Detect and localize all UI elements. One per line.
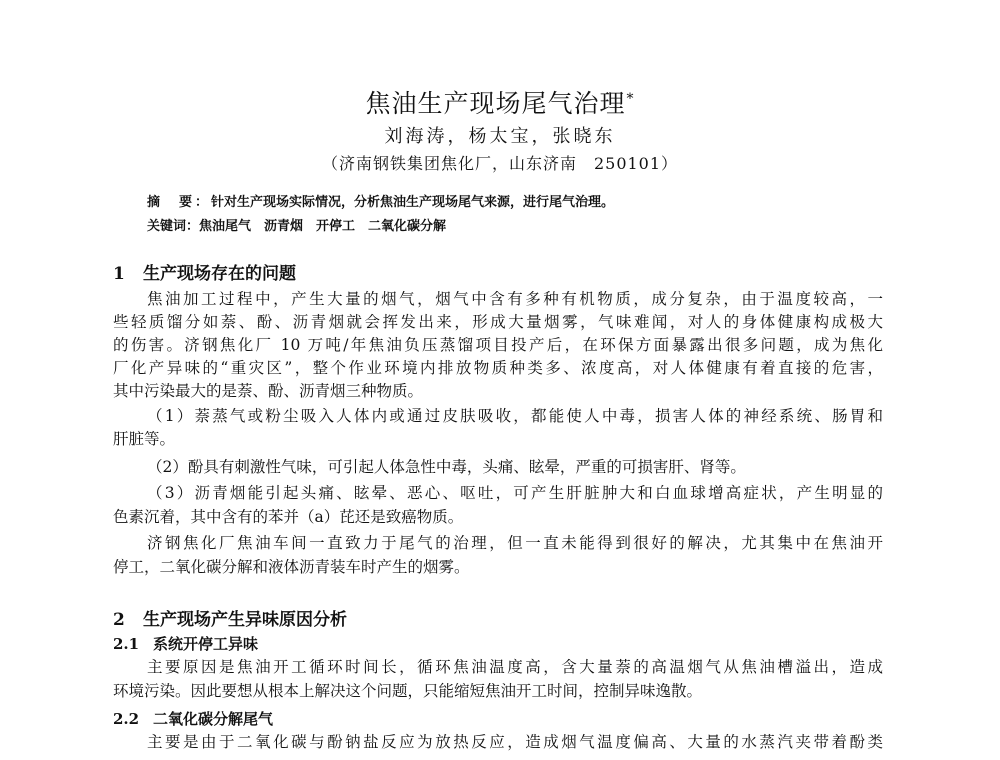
keywords — [147, 215, 867, 234]
abstract-label: 摘 要： — [147, 195, 212, 210]
list-item-1-cont: 肝脏等。 — [113, 430, 176, 448]
subsection-2-2-heading — [113, 708, 273, 729]
paragraph-line: 主要原因是焦油开工循环时间长，循环焦油温度高，含大量萘的高温烟气从焦油槽溢出，造成 — [147, 658, 883, 676]
paragraph-line: 厂化产异味的“重灾区”，整个作业环境内排放物质种类多、浓度高，对人体健康有着直接的危害， — [113, 359, 883, 377]
paragraph-line: 环境污染。因此要想从根本上解决这个问题，只能缩短焦油开工时间，控制异味逸散。 — [113, 682, 703, 700]
paragraph-line: 焦油加工过程中，产生大量的烟气，烟气中含有多种有机物质，成分复杂，由于温度较高，一 — [147, 290, 883, 308]
paragraph-line: 停工，二氧化碳分解和液体沥青装车时产生的烟雾。 — [113, 558, 470, 576]
section-title: 生产现场产生异味原因分析 — [143, 610, 347, 630]
paragraph-line: 些轻质馏分如萘、酚、沥青烟就会挥发出来，形成大量烟雾，气味难闻，对人的身体健康构成极大 — [113, 313, 883, 331]
subsection-number: 2.2 — [113, 710, 140, 728]
section-1-heading — [113, 259, 296, 284]
title-footnote-mark: * — [626, 90, 635, 107]
paragraph-line: 的伤害。济钢焦化厂 10 万吨/年焦油负压蒸馏项目投产后，在环保方面暴露出很多问题，成为焦化 — [113, 336, 883, 354]
paper-title: 焦油生产现场尾气治理* — [365, 89, 635, 118]
subsection-number: 2.1 — [113, 635, 140, 653]
list-item-1: （1）萘蒸气或粉尘吸入人体内或通过皮肤吸收，都能使人中毒，损害人体的神经系统、肠胃和 — [147, 407, 883, 425]
section-number: 2 — [113, 610, 125, 630]
section-title: 生产现场存在的问题 — [143, 264, 296, 284]
section-2-heading — [113, 605, 347, 630]
authors: 刘海涛，杨太宝，张晓东 — [384, 126, 616, 147]
abstract — [147, 191, 867, 210]
section-number: 1 — [113, 264, 125, 284]
list-item-2: （2）酚具有刺激性气味，可引起人体急性中毒，头痛、眩晕，严重的可损害肝、肾等。 — [147, 458, 746, 476]
keywords-text: 焦油尾气 沥青烟 开停工 二氧化碳分解 — [199, 219, 447, 234]
subsection-title: 二氧化碳分解尾气 — [153, 710, 274, 728]
paragraph-line: 主要是由于二氧化碳与酚钠盐反应为放热反应，造成烟气温度偏高、大量的水蒸汽夹带着酚类 — [147, 733, 883, 751]
subsection-2-1-heading — [113, 633, 258, 654]
list-item-3: （3）沥青烟能引起头痛、眩晕、恶心、呕吐，可产生肝脏肿大和白血球增高症状，产生明显的 — [147, 484, 883, 502]
list-item-3-cont: 色素沉着，其中含有的苯并（a）芘还是致癌物质。 — [113, 508, 464, 526]
paragraph-line: 济钢焦化厂焦油车间一直致力于尾气的治理，但一直未能得到很好的解决，尤其集中在焦油开 — [147, 534, 883, 552]
keywords-label: 关键词： — [147, 219, 200, 234]
subsection-title: 系统开停工异味 — [153, 635, 259, 653]
abstract-text: 针对生产现场实际情况，分析焦油生产现场尾气来源，进行尾气治理。 — [211, 195, 615, 210]
paragraph-line: 其中污染最大的是萘、酚、沥青烟三种物质。 — [113, 382, 424, 400]
affiliation: （济南钢铁集团焦化厂，山东济南 250101） — [321, 154, 679, 173]
